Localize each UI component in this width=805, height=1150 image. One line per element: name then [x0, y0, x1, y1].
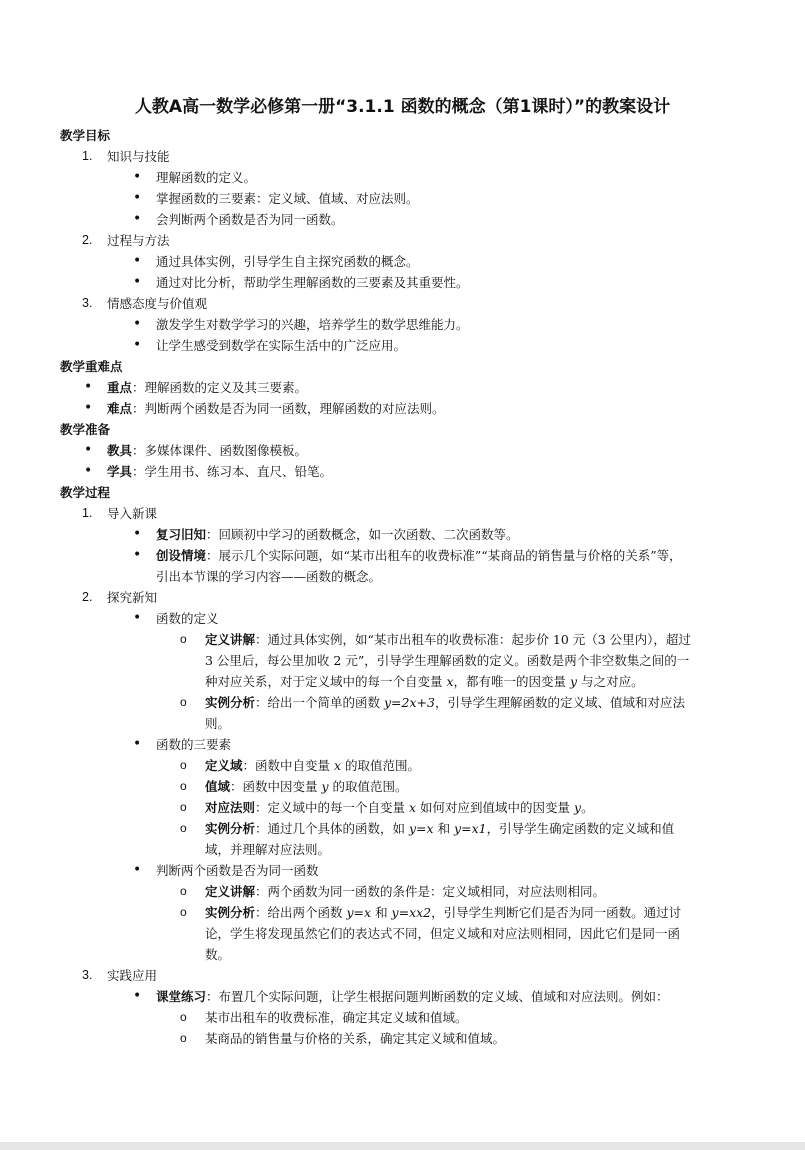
sub-item: o 实例分析：通过几个具体的函数，如 y=x 和 y=x1，引导学生确定函数的定义域和值 域，并理解对应法则。	[60, 818, 760, 860]
bullet-item: • 课堂练习：布置几个实际问题，让学生根据问题判断函数的定义域、值域和对应法则。例如：	[60, 986, 760, 1007]
goal-item: 1. 知识与技能	[82, 149, 170, 164]
formula: y=2x+3	[384, 695, 435, 710]
sub-item: o 实例分析：给出一个简单的函数 y=2x+3，引导学生理解函数的定义域、值域和对应法 则。	[60, 692, 760, 734]
bullet-item: • 通过具体实例，引导学生自主探究函数的概念。	[60, 251, 760, 272]
document-body	[60, 125, 760, 1049]
bullet-item: • 通过对比分析，帮助学生理解函数的三要素及其重要性。	[60, 272, 760, 293]
sub-item: o 对应法则：定义域中的每一个自变量 x 如何对应到值域中的因变量 y。	[60, 797, 760, 818]
key-point-item: • 重点：理解函数的定义及其三要素。	[60, 377, 760, 398]
sub-item: o 定义讲解：通过具体实例，如“某市出租车的收费标准：起步价 10 元（3 公里内），超过 3 公里后，每公里加收 2 元”，引导学生理解函数的定义。函数是两个非空数集之间的一 种对应关系，对于定义域中的每一个自变量 x，都有唯一的因变量 y 与之对应。	[60, 629, 760, 692]
bullet-item: • 激发学生对数学学习的兴趣，培养学生的数学思维能力。	[60, 314, 760, 335]
prep-item: • 教具：多媒体课件、函数图像模板。	[60, 440, 760, 461]
section-heading-key-points: 教学重难点	[60, 359, 123, 374]
bullet-item: • 理解函数的定义。	[60, 167, 760, 188]
sub-item: o 定义域：函数中自变量 x 的取值范围。	[60, 755, 760, 776]
process-step: 1. 导入新课	[82, 506, 158, 521]
bullet-item: • 会判断两个函数是否为同一函数。	[60, 209, 760, 230]
goal-item: 2. 过程与方法	[82, 233, 170, 248]
process-step: 2. 探究新知	[82, 590, 158, 605]
prep-item: • 学具：学生用书、练习本、直尺、铅笔。	[60, 461, 760, 482]
bullet-item: • 创设情境：展示几个实际问题，如“某市出租车的收费标准”“某商品的销售量与价格的关系”等， 引出本节课的学习内容——函数的概念。	[60, 545, 760, 587]
section-heading-goals: 教学目标	[60, 128, 111, 143]
document-title: 人教A高一数学必修第一册“3.1.1 函数的概念（第1课时）”的教案设计	[134, 97, 671, 117]
bullet-item: • 复习旧知：回顾初中学习的函数概念，如一次函数、二次函数等。	[60, 524, 760, 545]
goal-item: 3. 情感态度与价值观	[82, 296, 208, 311]
goal-label: 知识与技能	[107, 149, 170, 164]
bullet-item: • 掌握函数的三要素：定义域、值域、对应法则。	[60, 188, 760, 209]
bullet-item: • 函数的定义	[60, 608, 760, 629]
bullet-item: • 函数的三要素	[60, 734, 760, 755]
sub-item: o 值域：函数中因变量 y 的取值范围。	[60, 776, 760, 797]
page-bottom-edge	[0, 1142, 805, 1150]
section-heading-process: 教学过程	[60, 485, 111, 500]
key-point-item: • 难点：判断两个函数是否为同一函数，理解函数的对应法则。	[60, 398, 760, 419]
section-heading-prep: 教学准备	[60, 422, 111, 437]
sub-item: o 定义讲解：两个函数为同一函数的条件是：定义域相同，对应法则相同。	[60, 881, 760, 902]
sub-item: o 实例分析：给出两个函数 y=x 和 y=xx2，引导学生判断它们是否为同一函数。通过讨 论，学生将发现虽然它们的表达式不同，但定义域和对应法则相同，因此它们是同一函 数。	[60, 902, 760, 965]
bullet-item: • 判断两个函数是否为同一函数	[60, 860, 760, 881]
goal-label: 过程与方法	[107, 233, 170, 248]
bullet-item: • 让学生感受到数学在实际生活中的广泛应用。	[60, 335, 760, 356]
sub-item: o 某商品的销售量与价格的关系，确定其定义域和值域。	[60, 1028, 760, 1049]
goal-label: 情感态度与价值观	[107, 296, 208, 311]
process-step: 3. 实践应用	[82, 968, 158, 983]
sub-item: o 某市出租车的收费标准，确定其定义域和值域。	[60, 1007, 760, 1028]
